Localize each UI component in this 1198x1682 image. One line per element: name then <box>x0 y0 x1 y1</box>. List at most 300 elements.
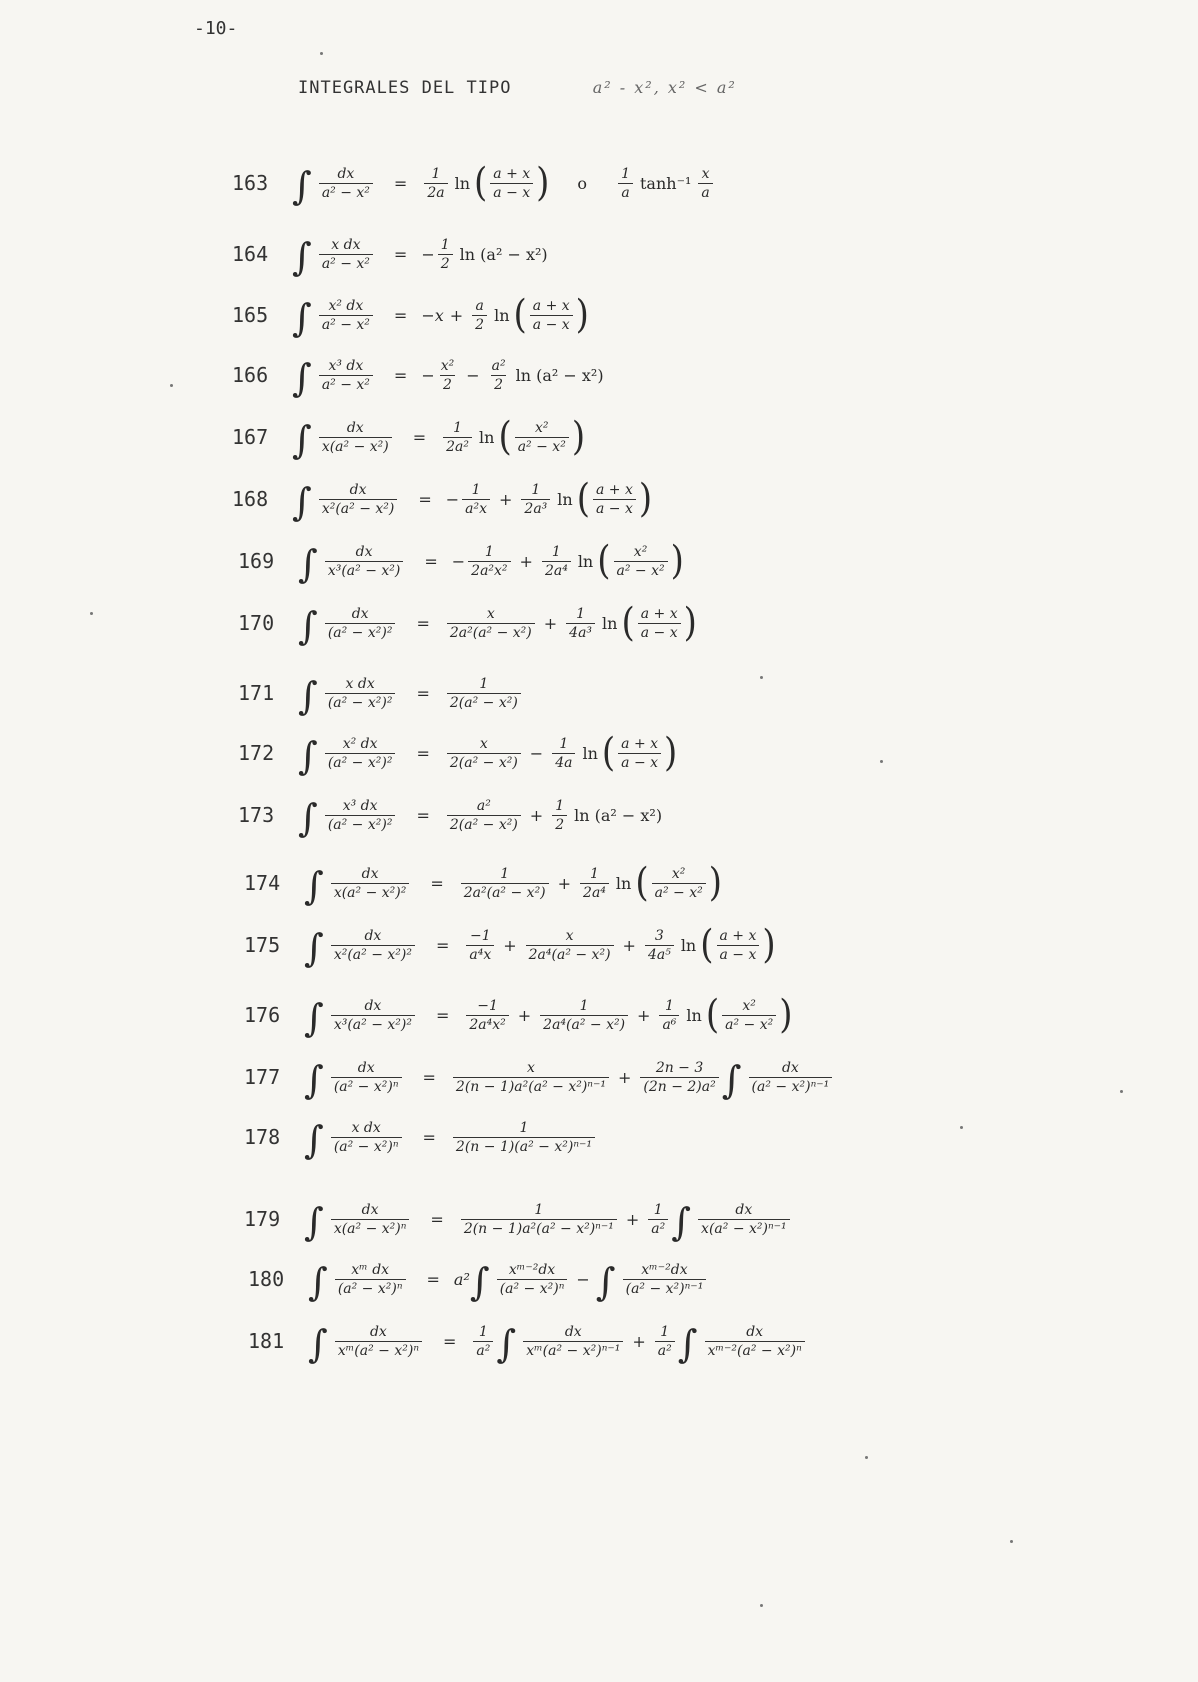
fraction-denominator: 2(a² − x²) <box>447 693 521 711</box>
integrand-numerator: x dx <box>345 675 375 692</box>
equals-sign: = <box>416 683 430 703</box>
integral-sign: ∫ <box>308 1260 328 1304</box>
fraction <box>648 1202 668 1237</box>
log-arg-denominator: a − x <box>618 753 661 771</box>
fraction <box>438 358 458 393</box>
left-paren: ( <box>705 992 720 1038</box>
fraction-denominator: 2(n − 1)a²(a² − x²)ⁿ⁻¹ <box>461 1219 617 1237</box>
fraction-denominator: 2a²x² <box>468 561 510 579</box>
scan-speck <box>880 760 883 763</box>
fraction-numerator: x <box>565 927 574 944</box>
fraction <box>462 482 490 517</box>
integrand-denominator: x(a² − x²) <box>319 437 392 455</box>
equals-sign: = <box>422 1067 436 1087</box>
fraction-numerator: x <box>479 735 488 752</box>
ln-function: ln <box>686 1005 702 1025</box>
formula-169 <box>238 536 684 586</box>
integrand-numerator: x dx <box>331 236 361 253</box>
integral-sign: ∫ <box>298 734 318 778</box>
left-paren: ( <box>474 160 488 206</box>
log-argument <box>530 298 573 333</box>
integral-sign: ∫ <box>292 164 312 208</box>
coefficient: a² <box>453 1269 470 1289</box>
fraction <box>424 166 447 201</box>
plus-sign: + <box>529 805 544 825</box>
fraction-numerator: x² <box>440 357 455 374</box>
fraction-denominator: a² <box>473 1341 493 1359</box>
log-arg-denominator: a − x <box>717 945 760 963</box>
integrand-denominator: (a² − x²)² <box>325 623 396 641</box>
scan-speck <box>760 676 763 679</box>
minus-sign: − <box>451 551 466 571</box>
fraction <box>453 1060 609 1095</box>
fraction <box>489 358 509 393</box>
integrand-numerator: dx <box>355 543 373 560</box>
formula-number: 163 <box>232 171 269 195</box>
integrand-denominator: (a² − x²)² <box>325 693 396 711</box>
fraction <box>645 928 674 963</box>
fraction-numerator: x <box>486 605 495 622</box>
formula-170 <box>238 598 697 648</box>
fraction-numerator: 1 <box>555 797 565 814</box>
fraction <box>580 866 609 901</box>
fraction-numerator: 1 <box>653 1201 663 1218</box>
integrand <box>319 298 373 333</box>
fraction <box>461 1202 617 1237</box>
integral-sign: ∫ <box>292 418 312 462</box>
formula-number: 171 <box>238 681 275 705</box>
inner-integrand-denominator: x(a² − x²)ⁿ⁻¹ <box>698 1219 790 1237</box>
integral-sign: ∫ <box>721 1058 742 1102</box>
equals-sign: = <box>393 173 408 193</box>
equals-sign: = <box>430 873 444 893</box>
fraction-denominator: 2 <box>552 815 567 833</box>
integrand <box>319 237 373 272</box>
equals-sign: = <box>393 305 408 325</box>
fraction <box>521 482 550 517</box>
integrand-denominator: (a² − x²)² <box>325 815 396 833</box>
inner-integrand-numerator: xᵐ⁻²dx <box>641 1261 688 1278</box>
ln-function: ln <box>479 427 495 447</box>
integrand <box>331 928 415 963</box>
plus-sign: + <box>519 551 533 571</box>
fraction-numerator: 1 <box>484 543 494 560</box>
fraction-numerator: −1 <box>469 927 491 944</box>
log-arg-denominator: a − x <box>490 183 533 201</box>
integrand-numerator: dx <box>351 605 369 622</box>
fraction <box>566 606 595 641</box>
log-argument <box>515 420 569 455</box>
fraction-denominator: 4a⁵ <box>645 945 674 963</box>
integrand <box>335 1324 422 1359</box>
integrand-numerator: dx <box>361 1201 379 1218</box>
formula-number: 176 <box>244 1003 281 1027</box>
plus-sign: + <box>637 1005 651 1025</box>
integrand-denominator: x³(a² − x²)² <box>331 1015 415 1033</box>
formula-180 <box>248 1254 709 1304</box>
integrand-numerator: xᵐ dx <box>351 1261 390 1278</box>
log-arg-denominator: a² − x² <box>515 437 569 455</box>
equals-sign: = <box>416 613 430 633</box>
integrand <box>319 358 373 393</box>
integrand-numerator: dx <box>346 419 364 436</box>
equals-sign: = <box>424 551 438 571</box>
fraction-denominator: 4a³ <box>566 623 595 641</box>
minus-sign: − <box>466 365 480 385</box>
fraction-denominator: 2a⁴ <box>542 561 571 579</box>
fraction <box>461 866 549 901</box>
integral-sign: ∫ <box>298 674 318 718</box>
integral-sign: ∫ <box>298 542 318 586</box>
integrand-numerator: dx <box>337 165 355 182</box>
integrand <box>319 166 373 201</box>
inner-integrand <box>705 1324 805 1359</box>
equals-sign: = <box>435 1005 450 1025</box>
integrand-denominator: x(a² − x²)ⁿ <box>331 1219 410 1237</box>
fraction-numerator: 1 <box>576 605 586 622</box>
formula-168 <box>232 474 652 524</box>
fraction <box>552 736 575 771</box>
fraction-denominator: a²x <box>462 499 490 517</box>
integrand-numerator: dx <box>357 1059 375 1076</box>
formula-number: 179 <box>244 1207 281 1231</box>
formula-number: 181 <box>248 1329 285 1353</box>
term: −x <box>421 305 444 325</box>
fraction <box>552 798 567 833</box>
inner-integrand <box>749 1060 833 1095</box>
integrand-denominator: xᵐ(a² − x²)ⁿ <box>335 1341 422 1359</box>
ln-function: ln <box>615 873 632 893</box>
integral-sign: ∫ <box>308 1322 328 1366</box>
integral-sign: ∫ <box>298 796 318 840</box>
right-paren: ) <box>670 538 684 584</box>
fraction-denominator: 2(a² − x²) <box>447 753 521 771</box>
plus-sign: + <box>632 1331 646 1351</box>
formula-number: 166 <box>232 363 269 387</box>
log-argument <box>722 998 776 1033</box>
fraction-numerator: x <box>526 1059 535 1076</box>
fraction <box>447 798 521 833</box>
log-arg-numerator: a + x <box>640 605 678 622</box>
ln-function: ln <box>557 489 573 509</box>
integrand-denominator: (a² − x²)ⁿ <box>331 1137 402 1155</box>
equals-sign: = <box>416 805 430 825</box>
ln-function: ln <box>680 935 697 955</box>
fraction <box>526 928 614 963</box>
fraction <box>447 736 521 771</box>
integrand-numerator: dx <box>364 927 382 944</box>
log-arg-denominator: a − x <box>638 623 681 641</box>
scan-speck <box>865 1456 868 1459</box>
or-word: o <box>577 173 588 193</box>
fraction <box>640 1060 718 1095</box>
formula-175 <box>244 920 776 970</box>
formula-172 <box>238 728 677 778</box>
inner-integrand-numerator: dx <box>735 1201 753 1218</box>
formula-number: 178 <box>244 1125 281 1149</box>
fraction <box>472 298 487 333</box>
right-paren: ) <box>664 730 678 776</box>
log-arg-numerator: x² <box>742 997 756 1014</box>
equals-sign: = <box>435 935 450 955</box>
fraction-denominator: 2(n − 1)a²(a² − x²)ⁿ⁻¹ <box>453 1077 609 1095</box>
minus-sign: − <box>529 743 544 763</box>
fraction <box>540 998 628 1033</box>
fraction <box>618 166 633 201</box>
integral-sign: ∫ <box>671 1200 692 1244</box>
right-paren: ) <box>683 600 697 646</box>
formula-number: 170 <box>238 611 275 635</box>
log-argument <box>490 166 533 201</box>
inner-integrand-denominator: xᵐ⁻²(a² − x²)ⁿ <box>705 1341 805 1359</box>
integrand <box>331 1060 402 1095</box>
formula-178 <box>244 1112 598 1162</box>
scan-speck <box>90 612 93 615</box>
integrand <box>331 998 415 1033</box>
log-arg-numerator: x² <box>633 543 648 560</box>
integrand <box>325 798 396 833</box>
right-paren: ) <box>638 476 653 522</box>
fraction-numerator: a² <box>476 797 491 814</box>
fraction-numerator: 1 <box>534 1201 544 1218</box>
integrand-numerator: x² dx <box>342 735 378 752</box>
page-number: -10- <box>194 18 238 39</box>
plus-sign: + <box>557 873 572 893</box>
fraction-numerator: a <box>475 297 484 314</box>
integrand <box>325 544 404 579</box>
ln-function: ln <box>577 551 594 571</box>
fraction-denominator: 2a⁴(a² − x²) <box>540 1015 628 1033</box>
left-paren: ( <box>597 538 611 584</box>
fraction-numerator: 1 <box>500 865 510 882</box>
integrand <box>319 420 392 455</box>
formula-number: 167 <box>232 425 269 449</box>
fraction <box>438 237 453 272</box>
integral-sign: ∫ <box>292 356 312 400</box>
fraction <box>468 544 510 579</box>
integral-sign: ∫ <box>292 480 312 524</box>
header-formula: a² - x², x² < a² <box>592 78 737 97</box>
fraction-numerator: a² <box>491 357 506 374</box>
log-arg-denominator: a² − x² <box>722 1015 776 1033</box>
fraction-numerator: 1 <box>579 997 589 1014</box>
minus-sign: − <box>421 365 435 385</box>
formula-171 <box>238 668 524 718</box>
integrand-numerator: x³ dx <box>342 797 378 814</box>
fraction-denominator: 2a⁴(a² − x²) <box>526 945 614 963</box>
right-paren: ) <box>575 292 589 338</box>
equals-sign: = <box>393 244 408 264</box>
fraction-numerator: 1 <box>531 481 541 498</box>
inner-integrand-numerator: dx <box>781 1059 799 1076</box>
fraction-numerator: 1 <box>590 865 599 882</box>
fraction-numerator: 2n − 3 <box>655 1059 704 1076</box>
integrand <box>325 676 396 711</box>
integrand-numerator: dx <box>349 481 367 498</box>
fraction-denominator: 4a <box>552 753 575 771</box>
fraction-numerator: 1 <box>621 165 630 182</box>
inner-integrand-denominator: (a² − x²)ⁿ <box>497 1279 568 1297</box>
integral-sign: ∫ <box>304 864 324 908</box>
fraction-denominator: 2a²(a² − x²) <box>447 623 535 641</box>
fraction <box>466 998 508 1033</box>
integrand <box>331 1202 410 1237</box>
log-argument <box>638 606 681 641</box>
ln-function: ln <box>582 743 598 763</box>
integral-sign: ∫ <box>595 1260 616 1304</box>
integral-sign: ∫ <box>298 604 318 648</box>
tanh-inverse: tanh⁻¹ <box>639 173 692 193</box>
ln-function: ln <box>494 305 510 325</box>
fraction-numerator: 1 <box>431 165 441 182</box>
integrand-denominator: (a² − x²)ⁿ <box>335 1279 406 1297</box>
log-argument <box>614 544 668 579</box>
ln-function: ln <box>602 613 618 633</box>
fraction <box>659 998 679 1033</box>
integrand <box>331 1120 402 1155</box>
inner-integrand-denominator: xᵐ(a² − x²)ⁿ⁻¹ <box>523 1341 623 1359</box>
log-arg-numerator: x² <box>535 419 549 436</box>
minus-sign: − <box>445 489 460 509</box>
fraction-numerator: x <box>701 165 710 182</box>
integral-sign: ∫ <box>292 235 312 279</box>
formula-164 <box>232 229 552 279</box>
fraction <box>542 544 571 579</box>
integral-sign: ∫ <box>304 1200 324 1244</box>
inner-integrand <box>698 1202 790 1237</box>
left-paren: ( <box>498 414 512 460</box>
fraction-denominator: a² <box>655 1341 675 1359</box>
right-paren: ) <box>762 922 776 968</box>
integral-sign: ∫ <box>469 1260 490 1304</box>
integrand-denominator: (a² − x²)ⁿ <box>331 1077 402 1095</box>
fraction <box>453 1120 595 1155</box>
fraction-denominator: (2n − 2)a² <box>640 1077 718 1095</box>
scan-speck <box>960 1126 963 1129</box>
formula-number: 177 <box>244 1065 281 1089</box>
left-paren: ( <box>700 922 714 968</box>
ln-term: ln (a² − x²) <box>515 365 604 385</box>
formula-179 <box>244 1194 793 1244</box>
inner-integrand-numerator: dx <box>564 1323 582 1340</box>
integrand-denominator: (a² − x²)² <box>325 753 396 771</box>
integrand-denominator: x(a² − x²)² <box>331 883 410 901</box>
formula-174 <box>244 858 722 908</box>
formula-167 <box>232 412 585 462</box>
fraction-numerator: 1 <box>453 419 463 436</box>
integrand-numerator: dx <box>364 997 382 1014</box>
formula-number: 173 <box>238 803 275 827</box>
integrand <box>331 866 410 901</box>
plus-sign: + <box>503 935 517 955</box>
ln-term: ln (a² − x²) <box>574 805 663 825</box>
equals-sign: = <box>393 365 408 385</box>
plus-sign: + <box>517 1005 532 1025</box>
fraction-denominator: 2 <box>438 254 453 272</box>
log-arg-numerator: a + x <box>493 165 531 182</box>
left-paren: ( <box>601 730 616 776</box>
log-arg-denominator: a − x <box>530 315 573 333</box>
formula-number: 180 <box>248 1267 285 1291</box>
log-arg-numerator: a + x <box>621 735 659 752</box>
log-arg-numerator: a + x <box>532 297 570 314</box>
plus-sign: + <box>499 489 513 509</box>
integral-sign: ∫ <box>677 1322 698 1366</box>
fraction-numerator: 1 <box>660 1323 670 1340</box>
integrand-denominator: x²(a² − x²)² <box>331 945 415 963</box>
inner-integrand-denominator: (a² − x²)ⁿ⁻¹ <box>749 1077 833 1095</box>
ln-term: ln (a² − x²) <box>459 244 548 264</box>
fraction-numerator: 1 <box>559 735 569 752</box>
equals-sign: = <box>443 1331 457 1351</box>
inner-integrand <box>497 1262 568 1297</box>
fraction <box>443 420 472 455</box>
fraction-denominator: a² <box>648 1219 668 1237</box>
log-arg-denominator: a − x <box>593 499 636 517</box>
integral-sign: ∫ <box>292 296 312 340</box>
integrand-numerator: dx <box>361 865 379 882</box>
plus-sign: + <box>622 935 636 955</box>
integrand-denominator: a² − x² <box>319 254 373 272</box>
formula-number: 175 <box>244 933 281 957</box>
fraction-denominator: a⁶ <box>659 1015 679 1033</box>
fraction-denominator: 2a³ <box>521 499 550 517</box>
fraction <box>447 676 521 711</box>
inner-integrand <box>623 1262 707 1297</box>
fraction-denominator: 2(a² − x²) <box>447 815 521 833</box>
fraction-denominator: 2 <box>440 375 455 393</box>
fraction-numerator: 1 <box>478 1323 488 1340</box>
ln-function: ln <box>454 173 471 193</box>
fraction-numerator: 1 <box>479 675 489 692</box>
integrand-denominator: x²(a² − x²) <box>319 499 398 517</box>
integral-sign: ∫ <box>304 996 324 1040</box>
integrand-numerator: x³ dx <box>328 357 364 374</box>
integral-sign: ∫ <box>496 1322 517 1366</box>
right-paren: ) <box>708 860 722 906</box>
minus-sign: − <box>421 244 435 264</box>
scan-speck <box>1010 1540 1013 1543</box>
fraction-numerator: 1 <box>519 1119 529 1136</box>
fraction-numerator: 3 <box>654 927 664 944</box>
log-arg-numerator: a + x <box>719 927 757 944</box>
formula-166 <box>232 350 608 400</box>
integrand <box>335 1262 406 1297</box>
log-arg-denominator: a² − x² <box>614 561 668 579</box>
fraction-numerator: −1 <box>477 997 498 1014</box>
scan-speck <box>170 384 173 387</box>
fraction-numerator: 1 <box>551 543 561 560</box>
integral-sign: ∫ <box>304 926 324 970</box>
log-argument <box>717 928 760 963</box>
inner-integrand-numerator: dx <box>746 1323 764 1340</box>
fraction-denominator: 2a² <box>443 437 472 455</box>
plus-sign: + <box>543 613 558 633</box>
plus-sign: + <box>625 1209 640 1229</box>
integrand <box>319 482 398 517</box>
left-paren: ( <box>513 292 527 338</box>
equals-sign: = <box>430 1209 444 1229</box>
fraction-denominator: a⁴x <box>466 945 494 963</box>
formula-number: 169 <box>238 549 275 573</box>
formula-177 <box>244 1052 835 1102</box>
fraction <box>466 928 494 963</box>
log-argument <box>652 866 706 901</box>
integrand-denominator: a² − x² <box>319 183 373 201</box>
equals-sign: = <box>426 1269 440 1289</box>
fraction <box>698 166 712 201</box>
left-paren: ( <box>621 600 635 646</box>
